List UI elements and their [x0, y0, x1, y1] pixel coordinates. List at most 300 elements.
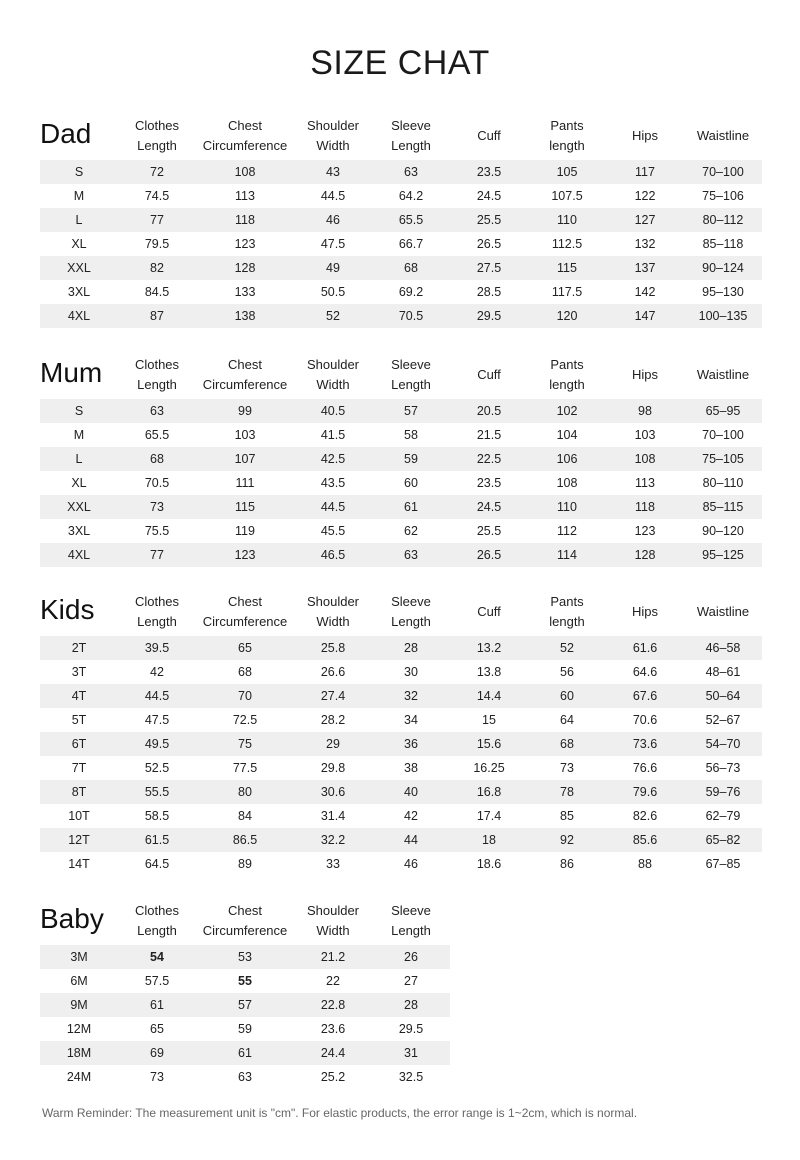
- table-row: [40, 495, 762, 519]
- measurement-cell: 138: [196, 304, 294, 328]
- column-header: [606, 351, 684, 399]
- measurement-cell: 15: [450, 708, 528, 732]
- measurement-cell: 86.5: [196, 828, 294, 852]
- table-row: [40, 804, 762, 828]
- measurement-cell: 64.6: [606, 660, 684, 684]
- table-row: [40, 756, 762, 780]
- size-label: 12M: [40, 1017, 118, 1041]
- measurement-cell: 48–61: [684, 660, 762, 684]
- size-label: 4XL: [40, 543, 118, 567]
- table-row: [40, 280, 762, 304]
- measurement-cell: 46–58: [684, 636, 762, 660]
- measurement-cell: 85: [528, 804, 606, 828]
- measurement-cell: 63: [118, 399, 196, 423]
- column-header-line: Width: [316, 377, 350, 392]
- measurement-cell: 21.2: [294, 945, 372, 969]
- column-header-line: Circumference: [202, 138, 288, 153]
- column-header-line: length: [549, 377, 585, 392]
- measurement-cell: 55.5: [118, 780, 196, 804]
- column-header: [294, 588, 372, 636]
- size-label: XXL: [40, 256, 118, 280]
- measurement-cell: 113: [606, 471, 684, 495]
- measurement-cell: 98: [606, 399, 684, 423]
- column-header-line: Clothes: [134, 357, 180, 372]
- measurement-cell: 70: [196, 684, 294, 708]
- measurement-cell: 68: [118, 447, 196, 471]
- measurement-cell: 42.5: [294, 447, 372, 471]
- column-header-line: Length: [137, 923, 177, 938]
- size-label: 7T: [40, 756, 118, 780]
- table-row: [40, 660, 762, 684]
- measurement-cell: 23.5: [450, 471, 528, 495]
- measurement-cell: 117: [606, 160, 684, 184]
- column-header: [684, 112, 762, 160]
- column-header: [372, 112, 450, 160]
- table-row: [40, 519, 762, 543]
- measurement-cell: 33: [294, 852, 372, 876]
- column-header: [450, 112, 528, 160]
- measurement-cell: 108: [196, 160, 294, 184]
- measurement-cell: 69.2: [372, 280, 450, 304]
- column-header: [196, 588, 294, 636]
- column-header-line: Pants: [550, 594, 584, 609]
- measurement-cell: 104: [528, 423, 606, 447]
- measurement-cell: 13.2: [450, 636, 528, 660]
- size-label: 12T: [40, 828, 118, 852]
- measurement-cell: 24.5: [450, 495, 528, 519]
- table-row: [40, 1065, 450, 1089]
- measurement-cell: 89: [196, 852, 294, 876]
- measurement-cell: 79.5: [118, 232, 196, 256]
- size-table: [40, 112, 762, 328]
- measurement-cell: 15.6: [450, 732, 528, 756]
- measurement-cell: 79.6: [606, 780, 684, 804]
- measurement-cell: 46: [294, 208, 372, 232]
- measurement-cell: 118: [606, 495, 684, 519]
- column-header-line: Hips: [631, 367, 658, 382]
- column-header-line: Chest: [228, 118, 262, 133]
- size-label: 4XL: [40, 304, 118, 328]
- measurement-cell: 44.5: [294, 184, 372, 208]
- size-label: 10T: [40, 804, 118, 828]
- measurement-cell: 82: [118, 256, 196, 280]
- measurement-cell: 40: [372, 780, 450, 804]
- measurement-cell: 70.5: [118, 471, 196, 495]
- measurement-cell: 54–70: [684, 732, 762, 756]
- measurement-cell: 63: [372, 543, 450, 567]
- column-header: [450, 351, 528, 399]
- measurement-note: Warm Reminder: The measurement unit is "cm". For elastic products, the error range is 1~2cm, which is normal.: [42, 1106, 638, 1120]
- table-row: [40, 447, 762, 471]
- measurement-cell: 112: [528, 519, 606, 543]
- measurement-cell: 59–76: [684, 780, 762, 804]
- measurement-cell: 72: [118, 160, 196, 184]
- size-label: 3T: [40, 660, 118, 684]
- measurement-cell: 16.25: [450, 756, 528, 780]
- measurement-cell: 123: [196, 232, 294, 256]
- column-header-line: Sleeve: [391, 118, 431, 133]
- table-row: [40, 636, 762, 660]
- table-row: [40, 232, 762, 256]
- measurement-cell: 105: [528, 160, 606, 184]
- measurement-cell: 63: [372, 160, 450, 184]
- measurement-cell: 18.6: [450, 852, 528, 876]
- section-name: Kids: [40, 593, 95, 625]
- measurement-cell: 73: [118, 495, 196, 519]
- measurement-cell: 75.5: [118, 519, 196, 543]
- column-header-line: Length: [391, 614, 431, 629]
- measurement-cell: 61: [118, 993, 196, 1017]
- measurement-cell: 76.6: [606, 756, 684, 780]
- size-label: L: [40, 208, 118, 232]
- measurement-cell: 25.2: [294, 1065, 372, 1089]
- measurement-cell: 128: [196, 256, 294, 280]
- measurement-cell: 110: [528, 495, 606, 519]
- measurement-cell: 29: [294, 732, 372, 756]
- column-header-line: Shoulder: [306, 357, 360, 372]
- table-row: [40, 160, 762, 184]
- measurement-cell: 64.2: [372, 184, 450, 208]
- column-header-line: Clothes: [134, 903, 180, 918]
- column-header-line: Waistline: [696, 367, 750, 382]
- measurement-cell: 60: [528, 684, 606, 708]
- column-header: [294, 897, 372, 945]
- table-row: [40, 852, 762, 876]
- measurement-cell: 86: [528, 852, 606, 876]
- column-header-line: Sleeve: [391, 594, 431, 609]
- measurement-cell: 74.5: [118, 184, 196, 208]
- column-header: [196, 897, 294, 945]
- column-header-line: Sleeve: [391, 357, 431, 372]
- column-header-line: Shoulder: [306, 903, 360, 918]
- measurement-cell: 38: [372, 756, 450, 780]
- column-header-line: Width: [316, 614, 350, 629]
- measurement-cell: 32: [372, 684, 450, 708]
- measurement-cell: 16.8: [450, 780, 528, 804]
- measurement-cell: 18: [450, 828, 528, 852]
- measurement-cell: 49: [294, 256, 372, 280]
- measurement-cell: 25.5: [450, 519, 528, 543]
- column-header-line: Sleeve: [391, 903, 431, 918]
- column-header-line: Chest: [228, 594, 262, 609]
- measurement-cell: 14.4: [450, 684, 528, 708]
- column-header-line: Length: [137, 377, 177, 392]
- size-label: 4T: [40, 684, 118, 708]
- column-header: [372, 588, 450, 636]
- measurement-cell: 118: [196, 208, 294, 232]
- measurement-cell: 27.5: [450, 256, 528, 280]
- measurement-cell: 84: [196, 804, 294, 828]
- column-header-line: Cuff: [477, 367, 501, 382]
- measurement-cell: 103: [196, 423, 294, 447]
- column-header-line: Shoulder: [306, 118, 360, 133]
- size-label: 9M: [40, 993, 118, 1017]
- measurement-cell: 57: [196, 993, 294, 1017]
- measurement-cell: 64: [528, 708, 606, 732]
- column-header-line: Waistline: [696, 128, 750, 143]
- measurement-cell: 29.5: [450, 304, 528, 328]
- measurement-cell: 119: [196, 519, 294, 543]
- column-header: [450, 588, 528, 636]
- measurement-cell: 30: [372, 660, 450, 684]
- column-header-line: Chest: [228, 357, 262, 372]
- measurement-cell: 22.8: [294, 993, 372, 1017]
- measurement-cell: 65–95: [684, 399, 762, 423]
- column-header: [684, 351, 762, 399]
- size-label: 3XL: [40, 280, 118, 304]
- column-header-line: Clothes: [134, 118, 180, 133]
- measurement-cell: 99: [196, 399, 294, 423]
- column-header-line: Clothes: [134, 594, 180, 609]
- measurement-cell: 67.6: [606, 684, 684, 708]
- measurement-cell: 90–124: [684, 256, 762, 280]
- table-row: [40, 256, 762, 280]
- page-title: SIZE CHAT: [310, 44, 490, 82]
- measurement-cell: 32.5: [372, 1065, 450, 1089]
- measurement-cell: 25.8: [294, 636, 372, 660]
- measurement-cell: 28.2: [294, 708, 372, 732]
- section-name: Dad: [40, 117, 92, 149]
- measurement-cell: 26.6: [294, 660, 372, 684]
- measurement-cell: 115: [196, 495, 294, 519]
- measurement-cell: 61.6: [606, 636, 684, 660]
- column-header-line: Length: [391, 377, 431, 392]
- measurement-cell: 112.5: [528, 232, 606, 256]
- measurement-cell: 30.6: [294, 780, 372, 804]
- measurement-cell: 85.6: [606, 828, 684, 852]
- measurement-cell: 68: [196, 660, 294, 684]
- measurement-cell: 22.5: [450, 447, 528, 471]
- table-row: [40, 399, 762, 423]
- measurement-cell: 108: [528, 471, 606, 495]
- column-header: [118, 897, 196, 945]
- measurement-cell: 61: [196, 1041, 294, 1065]
- measurement-cell: 53: [196, 945, 294, 969]
- table-row: [40, 708, 762, 732]
- table-row: [40, 780, 762, 804]
- measurement-cell: 77: [118, 208, 196, 232]
- column-header-line: Circumference: [202, 614, 288, 629]
- measurement-cell: 107: [196, 447, 294, 471]
- column-header: [118, 112, 196, 160]
- size-label: 3M: [40, 945, 118, 969]
- measurement-cell: 75: [196, 732, 294, 756]
- measurement-cell: 75–105: [684, 447, 762, 471]
- measurement-cell: 122: [606, 184, 684, 208]
- measurement-cell: 28: [372, 993, 450, 1017]
- measurement-cell: 128: [606, 543, 684, 567]
- measurement-cell: 61: [372, 495, 450, 519]
- header-row: [40, 112, 762, 160]
- measurement-cell: 84.5: [118, 280, 196, 304]
- measurement-cell: 108: [606, 447, 684, 471]
- column-header: [118, 588, 196, 636]
- measurement-cell: 95–130: [684, 280, 762, 304]
- column-header-line: Cuff: [477, 128, 501, 143]
- measurement-cell: 40.5: [294, 399, 372, 423]
- column-header-line: Width: [316, 138, 350, 153]
- section-name: Mum: [40, 356, 103, 388]
- measurement-cell: 127: [606, 208, 684, 232]
- size-label: XL: [40, 232, 118, 256]
- measurement-cell: 77: [118, 543, 196, 567]
- measurement-cell: 20.5: [450, 399, 528, 423]
- measurement-cell: 110: [528, 208, 606, 232]
- table-row: [40, 993, 450, 1017]
- size-label: 6T: [40, 732, 118, 756]
- size-label: 3XL: [40, 519, 118, 543]
- measurement-cell: 117.5: [528, 280, 606, 304]
- column-header-line: Length: [391, 138, 431, 153]
- measurement-cell: 34: [372, 708, 450, 732]
- measurement-cell: 123: [606, 519, 684, 543]
- measurement-cell: 23.6: [294, 1017, 372, 1041]
- size-label: S: [40, 399, 118, 423]
- measurement-cell: 60: [372, 471, 450, 495]
- measurement-cell: 47.5: [118, 708, 196, 732]
- column-header-line: Length: [137, 138, 177, 153]
- measurement-cell: 67–85: [684, 852, 762, 876]
- size-label: 14T: [40, 852, 118, 876]
- measurement-cell: 100–135: [684, 304, 762, 328]
- measurement-cell: 70–100: [684, 160, 762, 184]
- column-header: [684, 588, 762, 636]
- measurement-cell: 54: [118, 945, 196, 969]
- section-name: Baby: [40, 902, 104, 934]
- size-table: [40, 588, 762, 876]
- measurement-cell: 32.2: [294, 828, 372, 852]
- measurement-cell: 46.5: [294, 543, 372, 567]
- size-label: 24M: [40, 1065, 118, 1089]
- measurement-cell: 44.5: [294, 495, 372, 519]
- table-row: [40, 423, 762, 447]
- column-header-line: Hips: [631, 128, 658, 143]
- measurement-cell: 114: [528, 543, 606, 567]
- column-header-line: Chest: [228, 903, 262, 918]
- measurement-cell: 63: [196, 1065, 294, 1089]
- measurement-cell: 22: [294, 969, 372, 993]
- column-header-line: length: [549, 614, 585, 629]
- table-row: [40, 471, 762, 495]
- measurement-cell: 57: [372, 399, 450, 423]
- column-header-line: Hips: [631, 604, 658, 619]
- measurement-cell: 25.5: [450, 208, 528, 232]
- measurement-cell: 29.8: [294, 756, 372, 780]
- measurement-cell: 58.5: [118, 804, 196, 828]
- size-label: 6M: [40, 969, 118, 993]
- table-row: [40, 184, 762, 208]
- measurement-cell: 75–106: [684, 184, 762, 208]
- measurement-cell: 68: [528, 732, 606, 756]
- column-header: [528, 588, 606, 636]
- measurement-cell: 62–79: [684, 804, 762, 828]
- measurement-cell: 103: [606, 423, 684, 447]
- measurement-cell: 42: [118, 660, 196, 684]
- measurement-cell: 45.5: [294, 519, 372, 543]
- measurement-cell: 29.5: [372, 1017, 450, 1041]
- column-header-line: Pants: [550, 118, 584, 133]
- measurement-cell: 92: [528, 828, 606, 852]
- measurement-cell: 52: [294, 304, 372, 328]
- column-header: [196, 351, 294, 399]
- measurement-cell: 39.5: [118, 636, 196, 660]
- measurement-cell: 80–112: [684, 208, 762, 232]
- measurement-cell: 49.5: [118, 732, 196, 756]
- column-header-line: Length: [137, 614, 177, 629]
- measurement-cell: 65.5: [372, 208, 450, 232]
- measurement-cell: 21.5: [450, 423, 528, 447]
- measurement-cell: 47.5: [294, 232, 372, 256]
- measurement-cell: 111: [196, 471, 294, 495]
- measurement-cell: 73: [118, 1065, 196, 1089]
- measurement-cell: 73: [528, 756, 606, 780]
- column-header: [118, 351, 196, 399]
- measurement-cell: 70.6: [606, 708, 684, 732]
- measurement-cell: 80–110: [684, 471, 762, 495]
- measurement-cell: 120: [528, 304, 606, 328]
- table-row: [40, 969, 450, 993]
- measurement-cell: 70–100: [684, 423, 762, 447]
- header-row: [40, 588, 762, 636]
- measurement-cell: 52.5: [118, 756, 196, 780]
- measurement-cell: 24.5: [450, 184, 528, 208]
- measurement-cell: 31.4: [294, 804, 372, 828]
- measurement-cell: 133: [196, 280, 294, 304]
- table-row: [40, 684, 762, 708]
- measurement-cell: 85–118: [684, 232, 762, 256]
- column-header-line: Cuff: [477, 604, 501, 619]
- measurement-cell: 65: [118, 1017, 196, 1041]
- measurement-cell: 46: [372, 852, 450, 876]
- measurement-cell: 59: [372, 447, 450, 471]
- measurement-cell: 72.5: [196, 708, 294, 732]
- measurement-cell: 115: [528, 256, 606, 280]
- column-header-line: Waistline: [696, 604, 750, 619]
- measurement-cell: 57.5: [118, 969, 196, 993]
- measurement-cell: 43.5: [294, 471, 372, 495]
- size-table: [40, 351, 762, 567]
- column-header-line: Circumference: [202, 377, 288, 392]
- table-row: [40, 208, 762, 232]
- measurement-cell: 24.4: [294, 1041, 372, 1065]
- column-header: [606, 112, 684, 160]
- measurement-cell: 42: [372, 804, 450, 828]
- size-label: 2T: [40, 636, 118, 660]
- measurement-cell: 26.5: [450, 543, 528, 567]
- measurement-cell: 56–73: [684, 756, 762, 780]
- measurement-cell: 113: [196, 184, 294, 208]
- measurement-cell: 142: [606, 280, 684, 304]
- size-label: S: [40, 160, 118, 184]
- measurement-cell: 95–125: [684, 543, 762, 567]
- measurement-cell: 65.5: [118, 423, 196, 447]
- measurement-cell: 65–82: [684, 828, 762, 852]
- measurement-cell: 62: [372, 519, 450, 543]
- measurement-cell: 50.5: [294, 280, 372, 304]
- measurement-cell: 85–115: [684, 495, 762, 519]
- measurement-cell: 43: [294, 160, 372, 184]
- measurement-cell: 77.5: [196, 756, 294, 780]
- column-header: [196, 112, 294, 160]
- measurement-cell: 28.5: [450, 280, 528, 304]
- measurement-cell: 27.4: [294, 684, 372, 708]
- size-label: 8T: [40, 780, 118, 804]
- column-header-line: Length: [391, 923, 431, 938]
- table-row: [40, 945, 450, 969]
- measurement-cell: 31: [372, 1041, 450, 1065]
- measurement-cell: 44: [372, 828, 450, 852]
- measurement-cell: 44.5: [118, 684, 196, 708]
